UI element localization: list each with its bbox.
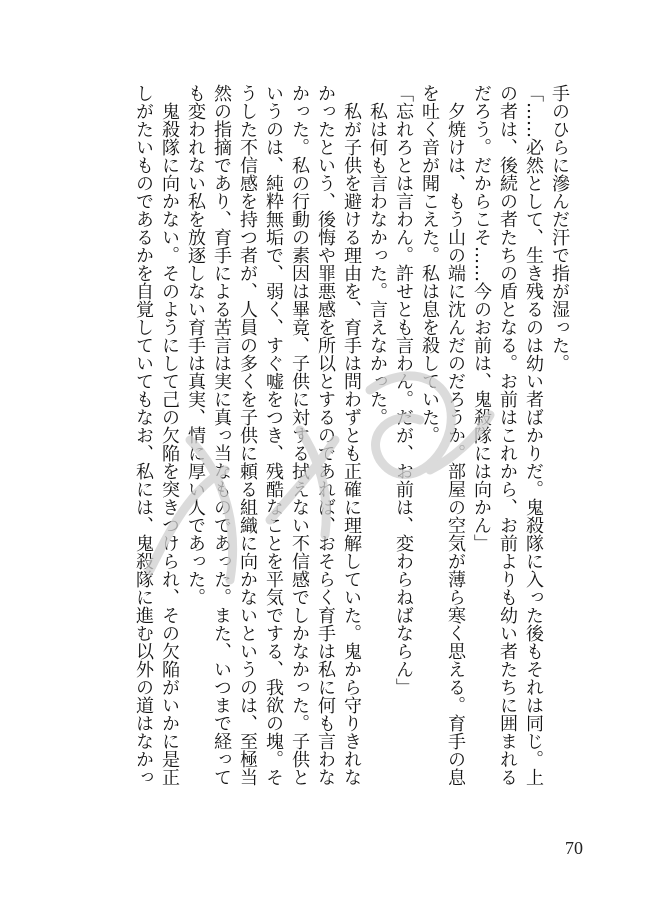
text-line: を吐く音が聞こえた。私は息を殺していた。	[419, 84, 440, 444]
text-line: いうのは、純粋無垢で、弱く、すぐ嘘をつき、残酷なことを平気でする、我欲の塊。そ	[263, 84, 284, 786]
vertical-text-body	[52, 84, 572, 806]
text-line: 「……必然として、生き残るのは幼い者ばかりだ。鬼殺隊に入った後もそれは同じ。上	[523, 84, 544, 786]
text-line: 手のひらに滲んだ汗で指が湿った。	[549, 84, 570, 372]
text-line: 夕焼けは、もう山の端に沈んだのだろうか。部屋の空気が薄ら寒く思える。育手の息	[445, 84, 466, 786]
text-line: 「忘れろとは言わん。許せとも言わん。だが、お前は、変わらねばならん」	[393, 84, 414, 696]
text-line: かった。私の行動の素因は畢竟、子供に対する拭えない不信感でしかなかった。子供と	[289, 84, 310, 786]
text-line: の者は、後続の者たちの盾となる。お前はこれから、お前よりも幼い者たちに囲まれる	[497, 84, 518, 786]
text-line: 然の指摘であり、育手による苦言は実に真っ当なものであった。また、いつまで経って	[211, 84, 232, 786]
page-number: 70	[565, 838, 583, 858]
text-line: うした不信感を持つ者が、人員の多くを子供に頼る組織に向かないというのは、至極当	[237, 84, 258, 786]
text-line: 私は何も言わなかった。言えなかった。	[367, 84, 388, 426]
text-line: も変われない私を放逐しない育手は真実、情に厚い人であった。	[185, 84, 206, 606]
text-line: かったという、後悔や罪悪感を所以とするのであれば、おそらく育手は私に何も言わな	[315, 84, 336, 786]
text-line: だろう。だからこそ……今のお前は、鬼殺隊には向かん」	[471, 84, 492, 552]
text-line: 私が子供を避ける理由を、育手は問わずとも正確に理解していた。鬼から守りきれな	[341, 84, 362, 786]
text-line: しがたいものであるかを自覚していてもなお、私には、鬼殺隊に進む以外の道はなかっ	[133, 84, 154, 786]
text-line: 鬼殺隊に向かない。そのようにして己の欠陥を突きつけられ、その欠陥がいかに是正	[159, 84, 180, 786]
